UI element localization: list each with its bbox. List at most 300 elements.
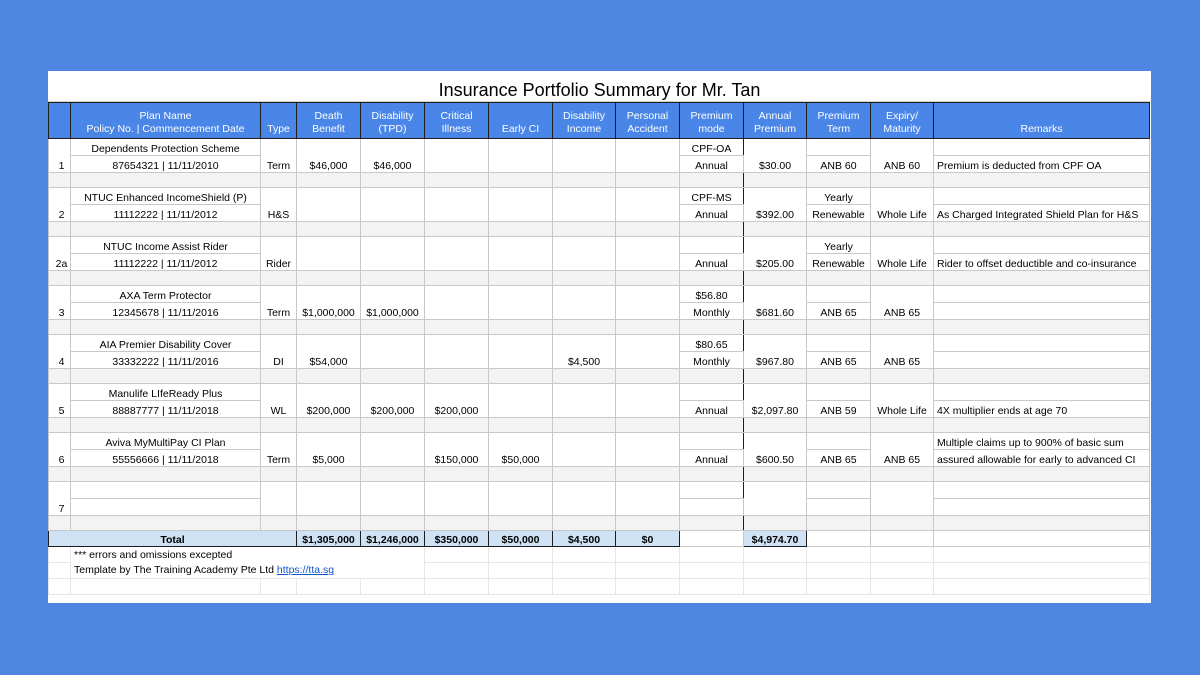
total-tpd[interactable]: $1,246,000 bbox=[361, 531, 425, 547]
spacer-cell[interactable] bbox=[49, 222, 71, 237]
premium-mode[interactable]: Annual bbox=[680, 450, 744, 467]
spacer-cell[interactable] bbox=[680, 418, 744, 433]
remarks-top[interactable] bbox=[934, 286, 1150, 303]
spacer-cell[interactable] bbox=[361, 516, 425, 531]
spacer-cell[interactable] bbox=[553, 271, 616, 286]
spacer-cell[interactable] bbox=[553, 516, 616, 531]
header-type[interactable]: Type bbox=[261, 103, 297, 139]
row-index[interactable]: 5 bbox=[49, 384, 71, 418]
footer-cell[interactable] bbox=[616, 547, 680, 563]
premium-term-top[interactable] bbox=[807, 482, 871, 499]
header-premium-term[interactable]: Premium Term bbox=[807, 103, 871, 139]
type-cell[interactable] bbox=[261, 482, 297, 516]
disability-income[interactable]: $4,500 bbox=[553, 335, 616, 369]
spacer-cell[interactable] bbox=[744, 271, 807, 286]
spacer-cell[interactable] bbox=[934, 173, 1150, 188]
early-ci[interactable] bbox=[489, 384, 553, 418]
spacer-cell[interactable] bbox=[807, 369, 871, 384]
premium-term-top[interactable]: Yearly bbox=[807, 188, 871, 205]
remarks[interactable] bbox=[934, 499, 1150, 516]
expiry[interactable]: ANB 60 bbox=[871, 139, 934, 173]
footer-cell[interactable] bbox=[425, 579, 489, 595]
spacer-cell[interactable] bbox=[616, 516, 680, 531]
plan-name[interactable]: NTUC Income Assist Rider bbox=[71, 237, 261, 254]
remarks-top[interactable] bbox=[934, 335, 1150, 352]
footer-cell[interactable] bbox=[934, 547, 1150, 563]
policy-info[interactable]: 87654321 | 11/11/2010 bbox=[71, 156, 261, 173]
spacer-cell[interactable] bbox=[71, 516, 261, 531]
annual-premium[interactable]: $205.00 bbox=[744, 237, 807, 271]
footer-cell[interactable] bbox=[71, 579, 261, 595]
critical-illness[interactable]: $150,000 bbox=[425, 433, 489, 467]
spacer-cell[interactable] bbox=[489, 418, 553, 433]
disability-income[interactable] bbox=[553, 384, 616, 418]
death-benefit[interactable] bbox=[297, 188, 361, 222]
expiry[interactable] bbox=[871, 482, 934, 516]
disability-income[interactable] bbox=[553, 237, 616, 271]
spacer-cell[interactable] bbox=[934, 271, 1150, 286]
policy-info[interactable]: 88887777 | 11/11/2018 bbox=[71, 401, 261, 418]
personal-accident[interactable] bbox=[616, 237, 680, 271]
spacer-cell[interactable] bbox=[744, 222, 807, 237]
annual-premium[interactable]: $681.60 bbox=[744, 286, 807, 320]
premium-mode[interactable]: Monthly bbox=[680, 303, 744, 320]
spacer-cell[interactable] bbox=[871, 320, 934, 335]
premium-mode-top[interactable]: $80.65 bbox=[680, 335, 744, 352]
annual-premium[interactable] bbox=[744, 482, 807, 516]
spacer-cell[interactable] bbox=[361, 271, 425, 286]
spacer-cell[interactable] bbox=[261, 418, 297, 433]
critical-illness[interactable] bbox=[425, 335, 489, 369]
spacer-cell[interactable] bbox=[49, 516, 71, 531]
type-cell[interactable]: Term bbox=[261, 286, 297, 320]
spacer-cell[interactable] bbox=[744, 418, 807, 433]
spacer-cell[interactable] bbox=[680, 271, 744, 286]
spacer-cell[interactable] bbox=[616, 320, 680, 335]
spacer-cell[interactable] bbox=[934, 369, 1150, 384]
tpd-benefit[interactable]: $1,000,000 bbox=[361, 286, 425, 320]
footer-cell[interactable] bbox=[871, 563, 934, 579]
remarks-top[interactable]: Multiple claims up to 900% of basic sum bbox=[934, 433, 1150, 450]
spacer-cell[interactable] bbox=[361, 173, 425, 188]
premium-mode[interactable]: Annual bbox=[680, 205, 744, 222]
footer-note[interactable]: *** errors and omissions excepted bbox=[74, 548, 233, 561]
premium-term[interactable]: ANB 65 bbox=[807, 352, 871, 369]
policy-info[interactable]: 11112222 | 11/11/2012 bbox=[71, 254, 261, 271]
spacer-cell[interactable] bbox=[361, 320, 425, 335]
spacer-cell[interactable] bbox=[680, 222, 744, 237]
footer-cell[interactable] bbox=[297, 579, 361, 595]
personal-accident[interactable] bbox=[616, 335, 680, 369]
total-disability-income[interactable]: $4,500 bbox=[553, 531, 616, 547]
tpd-benefit[interactable] bbox=[361, 188, 425, 222]
expiry[interactable]: ANB 65 bbox=[871, 433, 934, 467]
premium-mode-top[interactable] bbox=[680, 237, 744, 254]
premium-mode[interactable] bbox=[680, 499, 744, 516]
row-index[interactable]: 4 bbox=[49, 335, 71, 369]
remarks[interactable]: As Charged Integrated Shield Plan for H&S bbox=[934, 205, 1150, 222]
death-benefit[interactable]: $1,000,000 bbox=[297, 286, 361, 320]
premium-mode[interactable]: Monthly bbox=[680, 352, 744, 369]
critical-illness[interactable] bbox=[425, 139, 489, 173]
spacer-cell[interactable] bbox=[297, 173, 361, 188]
spacer-cell[interactable] bbox=[553, 418, 616, 433]
personal-accident[interactable] bbox=[616, 433, 680, 467]
spacer-cell[interactable] bbox=[553, 222, 616, 237]
spacer-cell[interactable] bbox=[297, 271, 361, 286]
footer-cell[interactable] bbox=[744, 547, 807, 563]
spacer-cell[interactable] bbox=[425, 320, 489, 335]
premium-mode-top[interactable] bbox=[680, 433, 744, 450]
footer-cell[interactable] bbox=[553, 579, 616, 595]
header-critical[interactable]: Critical Illness bbox=[425, 103, 489, 139]
spacer-cell[interactable] bbox=[744, 369, 807, 384]
footer-cell[interactable] bbox=[744, 579, 807, 595]
footer-cell[interactable] bbox=[553, 563, 616, 579]
spacer-cell[interactable] bbox=[261, 467, 297, 482]
spacer-cell[interactable] bbox=[744, 320, 807, 335]
premium-mode[interactable]: Annual bbox=[680, 254, 744, 271]
type-cell[interactable]: DI bbox=[261, 335, 297, 369]
disability-income[interactable] bbox=[553, 482, 616, 516]
footer-cell[interactable] bbox=[807, 563, 871, 579]
premium-term-top[interactable] bbox=[807, 384, 871, 401]
type-cell[interactable]: H&S bbox=[261, 188, 297, 222]
spacer-cell[interactable] bbox=[616, 467, 680, 482]
early-ci[interactable]: $50,000 bbox=[489, 433, 553, 467]
premium-term[interactable]: ANB 65 bbox=[807, 303, 871, 320]
remarks-top[interactable] bbox=[934, 188, 1150, 205]
spacer-cell[interactable] bbox=[616, 222, 680, 237]
early-ci[interactable] bbox=[489, 335, 553, 369]
header-remarks[interactable]: Remarks bbox=[934, 103, 1150, 139]
spacer-cell[interactable] bbox=[297, 467, 361, 482]
policy-info[interactable]: 55556666 | 11/11/2018 bbox=[71, 450, 261, 467]
critical-illness[interactable]: $200,000 bbox=[425, 384, 489, 418]
policy-info[interactable] bbox=[71, 499, 261, 516]
spacer-cell[interactable] bbox=[71, 320, 261, 335]
plan-name[interactable]: Manulife LIfeReady Plus bbox=[71, 384, 261, 401]
header-disability-income[interactable]: Disability Income bbox=[553, 103, 616, 139]
spacer-cell[interactable] bbox=[49, 173, 71, 188]
premium-term[interactable]: ANB 59 bbox=[807, 401, 871, 418]
personal-accident[interactable] bbox=[616, 482, 680, 516]
policy-info[interactable]: 33332222 | 11/11/2016 bbox=[71, 352, 261, 369]
type-cell[interactable]: WL bbox=[261, 384, 297, 418]
footer-cell[interactable] bbox=[934, 579, 1150, 595]
header-index[interactable] bbox=[49, 103, 71, 139]
spacer-cell[interactable] bbox=[489, 516, 553, 531]
footer-cell[interactable] bbox=[680, 579, 744, 595]
spacer-cell[interactable] bbox=[71, 467, 261, 482]
row-index[interactable]: 7 bbox=[49, 482, 71, 516]
spacer-cell[interactable] bbox=[680, 320, 744, 335]
total-blank-remarks[interactable] bbox=[934, 531, 1150, 547]
spacer-cell[interactable] bbox=[934, 418, 1150, 433]
premium-mode-top[interactable]: $56.80 bbox=[680, 286, 744, 303]
critical-illness[interactable] bbox=[425, 188, 489, 222]
premium-term[interactable]: ANB 60 bbox=[807, 156, 871, 173]
premium-mode-top[interactable]: CPF-OA bbox=[680, 139, 744, 156]
spacer-cell[interactable] bbox=[71, 173, 261, 188]
spacer-cell[interactable] bbox=[297, 320, 361, 335]
premium-mode-top[interactable]: CPF-MS bbox=[680, 188, 744, 205]
plan-name[interactable]: AIA Premier Disability Cover bbox=[71, 335, 261, 352]
premium-term[interactable]: ANB 65 bbox=[807, 450, 871, 467]
spacer-cell[interactable] bbox=[807, 516, 871, 531]
spacer-cell[interactable] bbox=[871, 516, 934, 531]
policy-info[interactable]: 11112222 | 11/11/2012 bbox=[71, 205, 261, 222]
spacer-cell[interactable] bbox=[297, 516, 361, 531]
spacer-cell[interactable] bbox=[934, 320, 1150, 335]
tpd-benefit[interactable] bbox=[361, 433, 425, 467]
row-index[interactable]: 2 bbox=[49, 188, 71, 222]
premium-term[interactable]: Renewable bbox=[807, 254, 871, 271]
spacer-cell[interactable] bbox=[489, 320, 553, 335]
plan-name[interactable]: Aviva MyMultiPay CI Plan bbox=[71, 433, 261, 450]
spacer-cell[interactable] bbox=[297, 418, 361, 433]
death-benefit[interactable]: $200,000 bbox=[297, 384, 361, 418]
death-benefit[interactable]: $5,000 bbox=[297, 433, 361, 467]
header-tpd[interactable]: Disability (TPD) bbox=[361, 103, 425, 139]
footer-cell[interactable] bbox=[489, 579, 553, 595]
footer-template[interactable] bbox=[71, 563, 425, 579]
plan-name[interactable]: NTUC Enhanced IncomeShield (P) bbox=[71, 188, 261, 205]
total-annual-premium[interactable]: $4,974.70 bbox=[744, 531, 807, 547]
spacer-cell[interactable] bbox=[489, 222, 553, 237]
spacer-cell[interactable] bbox=[71, 271, 261, 286]
spacer-cell[interactable] bbox=[616, 173, 680, 188]
spacer-cell[interactable] bbox=[361, 369, 425, 384]
spacer-cell[interactable] bbox=[871, 222, 934, 237]
critical-illness[interactable] bbox=[425, 237, 489, 271]
expiry[interactable]: Whole Life bbox=[871, 188, 934, 222]
footer-link[interactable]: https://tta.sg bbox=[276, 564, 335, 577]
total-death[interactable]: $1,305,000 bbox=[297, 531, 361, 547]
tpd-benefit[interactable] bbox=[361, 335, 425, 369]
spacer-cell[interactable] bbox=[807, 320, 871, 335]
footer-cell[interactable] bbox=[807, 579, 871, 595]
footer-cell[interactable] bbox=[489, 547, 553, 563]
spacer-cell[interactable] bbox=[297, 222, 361, 237]
personal-accident[interactable] bbox=[616, 139, 680, 173]
header-plan[interactable]: Plan Name Policy No. | Commencement Date bbox=[71, 103, 261, 139]
disability-income[interactable] bbox=[553, 286, 616, 320]
disability-income[interactable] bbox=[553, 139, 616, 173]
personal-accident[interactable] bbox=[616, 286, 680, 320]
spacer-cell[interactable] bbox=[425, 271, 489, 286]
tpd-benefit[interactable] bbox=[361, 237, 425, 271]
plan-name[interactable]: Dependents Protection Scheme bbox=[71, 139, 261, 156]
spacer-cell[interactable] bbox=[871, 173, 934, 188]
total-blank-term[interactable] bbox=[807, 531, 871, 547]
spacer-cell[interactable] bbox=[261, 369, 297, 384]
plan-name[interactable]: AXA Term Protector bbox=[71, 286, 261, 303]
spacer-cell[interactable] bbox=[71, 222, 261, 237]
total-blank-expiry[interactable] bbox=[871, 531, 934, 547]
spacer-cell[interactable] bbox=[616, 271, 680, 286]
remarks[interactable]: Rider to offset deductible and co-insurance bbox=[934, 254, 1150, 271]
spacer-cell[interactable] bbox=[934, 467, 1150, 482]
spacer-cell[interactable] bbox=[616, 418, 680, 433]
spacer-cell[interactable] bbox=[807, 222, 871, 237]
footer-cell[interactable] bbox=[425, 547, 489, 563]
spacer-cell[interactable] bbox=[871, 418, 934, 433]
spacer-cell[interactable] bbox=[425, 418, 489, 433]
header-premium-mode[interactable]: Premium mode bbox=[680, 103, 744, 139]
footer-cell[interactable] bbox=[616, 563, 680, 579]
premium-mode-top[interactable] bbox=[680, 384, 744, 401]
remarks-top[interactable] bbox=[934, 384, 1150, 401]
spacer-cell[interactable] bbox=[489, 173, 553, 188]
early-ci[interactable] bbox=[489, 286, 553, 320]
death-benefit[interactable]: $46,000 bbox=[297, 139, 361, 173]
spacer-cell[interactable] bbox=[871, 271, 934, 286]
total-personal-accident[interactable]: $0 bbox=[616, 531, 680, 547]
footer-cell[interactable] bbox=[680, 547, 744, 563]
annual-premium[interactable]: $392.00 bbox=[744, 188, 807, 222]
spacer-cell[interactable] bbox=[49, 418, 71, 433]
total-ci[interactable]: $350,000 bbox=[425, 531, 489, 547]
spacer-cell[interactable] bbox=[616, 369, 680, 384]
expiry[interactable]: Whole Life bbox=[871, 384, 934, 418]
personal-accident[interactable] bbox=[616, 188, 680, 222]
disability-income[interactable] bbox=[553, 433, 616, 467]
spacer-cell[interactable] bbox=[49, 467, 71, 482]
disability-income[interactable] bbox=[553, 188, 616, 222]
critical-illness[interactable] bbox=[425, 286, 489, 320]
footer-cell[interactable] bbox=[425, 563, 489, 579]
spacer-cell[interactable] bbox=[261, 173, 297, 188]
spacer-cell[interactable] bbox=[425, 173, 489, 188]
early-ci[interactable] bbox=[489, 139, 553, 173]
spacer-cell[interactable] bbox=[297, 369, 361, 384]
spacer-cell[interactable] bbox=[71, 369, 261, 384]
row-index[interactable]: 6 bbox=[49, 433, 71, 467]
spacer-cell[interactable] bbox=[744, 516, 807, 531]
spacer-cell[interactable] bbox=[807, 173, 871, 188]
spacer-cell[interactable] bbox=[807, 418, 871, 433]
footer-cell[interactable] bbox=[807, 547, 871, 563]
spacer-cell[interactable] bbox=[744, 467, 807, 482]
spacer-cell[interactable] bbox=[425, 467, 489, 482]
spacer-cell[interactable] bbox=[680, 467, 744, 482]
spacer-cell[interactable] bbox=[425, 516, 489, 531]
spacer-cell[interactable] bbox=[680, 516, 744, 531]
expiry[interactable]: ANB 65 bbox=[871, 286, 934, 320]
type-cell[interactable]: Term bbox=[261, 139, 297, 173]
spacer-cell[interactable] bbox=[553, 320, 616, 335]
footer-cell[interactable] bbox=[680, 563, 744, 579]
spacer-cell[interactable] bbox=[361, 418, 425, 433]
death-benefit[interactable] bbox=[297, 237, 361, 271]
footer-cell[interactable] bbox=[871, 547, 934, 563]
spacer-cell[interactable] bbox=[49, 271, 71, 286]
header-annual-premium[interactable]: Annual Premium bbox=[744, 103, 807, 139]
row-index[interactable]: 3 bbox=[49, 286, 71, 320]
footer-cell[interactable] bbox=[616, 579, 680, 595]
premium-term-top[interactable] bbox=[807, 139, 871, 156]
row-index[interactable]: 1 bbox=[49, 139, 71, 173]
spacer-cell[interactable] bbox=[489, 271, 553, 286]
footer-cell[interactable] bbox=[871, 579, 934, 595]
footer-cell[interactable] bbox=[489, 563, 553, 579]
spacer-cell[interactable] bbox=[553, 467, 616, 482]
footer-cell[interactable] bbox=[934, 563, 1150, 579]
type-cell[interactable]: Term bbox=[261, 433, 297, 467]
spacer-cell[interactable] bbox=[934, 222, 1150, 237]
spacer-cell[interactable] bbox=[261, 271, 297, 286]
premium-term[interactable]: Renewable bbox=[807, 205, 871, 222]
spacer-cell[interactable] bbox=[871, 369, 934, 384]
spacer-cell[interactable] bbox=[744, 173, 807, 188]
premium-mode[interactable]: Annual bbox=[680, 401, 744, 418]
early-ci[interactable] bbox=[489, 188, 553, 222]
total-early-ci[interactable]: $50,000 bbox=[489, 531, 553, 547]
premium-term[interactable] bbox=[807, 499, 871, 516]
personal-accident[interactable] bbox=[616, 384, 680, 418]
death-benefit[interactable] bbox=[297, 482, 361, 516]
premium-term-top[interactable]: Yearly bbox=[807, 237, 871, 254]
expiry[interactable]: ANB 65 bbox=[871, 335, 934, 369]
footer-cell[interactable] bbox=[49, 579, 71, 595]
remarks-top[interactable] bbox=[934, 237, 1150, 254]
spacer-cell[interactable] bbox=[261, 320, 297, 335]
premium-term-top[interactable] bbox=[807, 286, 871, 303]
spacer-cell[interactable] bbox=[361, 467, 425, 482]
remarks[interactable]: Premium is deducted from CPF OA bbox=[934, 156, 1150, 173]
death-benefit[interactable]: $54,000 bbox=[297, 335, 361, 369]
tpd-benefit[interactable]: $46,000 bbox=[361, 139, 425, 173]
expiry[interactable]: Whole Life bbox=[871, 237, 934, 271]
spacer-cell[interactable] bbox=[807, 271, 871, 286]
spacer-cell[interactable] bbox=[425, 369, 489, 384]
spacer-cell[interactable] bbox=[807, 467, 871, 482]
annual-premium[interactable]: $2,097.80 bbox=[744, 384, 807, 418]
spacer-cell[interactable] bbox=[934, 516, 1150, 531]
spacer-cell[interactable] bbox=[680, 173, 744, 188]
spacer-cell[interactable] bbox=[871, 467, 934, 482]
spacer-cell[interactable] bbox=[49, 369, 71, 384]
spacer-cell[interactable] bbox=[425, 222, 489, 237]
premium-mode[interactable]: Annual bbox=[680, 156, 744, 173]
policy-info[interactable]: 12345678 | 11/11/2016 bbox=[71, 303, 261, 320]
footer-cell[interactable] bbox=[49, 563, 71, 579]
spacer-cell[interactable] bbox=[261, 516, 297, 531]
spacer-cell[interactable] bbox=[49, 320, 71, 335]
remarks[interactable]: assured allowable for early to advanced CI bbox=[934, 450, 1150, 467]
total-label[interactable]: Total bbox=[49, 531, 297, 547]
critical-illness[interactable] bbox=[425, 482, 489, 516]
plan-name[interactable] bbox=[71, 482, 261, 499]
spacer-cell[interactable] bbox=[261, 222, 297, 237]
footer-cell[interactable] bbox=[361, 579, 425, 595]
spacer-cell[interactable] bbox=[680, 369, 744, 384]
remarks-top[interactable] bbox=[934, 482, 1150, 499]
type-cell[interactable]: Rider bbox=[261, 237, 297, 271]
early-ci[interactable] bbox=[489, 482, 553, 516]
footer-cell[interactable] bbox=[553, 547, 616, 563]
spacer-cell[interactable] bbox=[71, 418, 261, 433]
row-index[interactable]: 2a bbox=[49, 237, 71, 271]
spacer-cell[interactable] bbox=[553, 369, 616, 384]
footer-cell[interactable] bbox=[49, 547, 71, 563]
footer-cell[interactable] bbox=[261, 579, 297, 595]
early-ci[interactable] bbox=[489, 237, 553, 271]
remarks[interactable] bbox=[934, 303, 1150, 320]
premium-mode-top[interactable] bbox=[680, 482, 744, 499]
tpd-benefit[interactable] bbox=[361, 482, 425, 516]
